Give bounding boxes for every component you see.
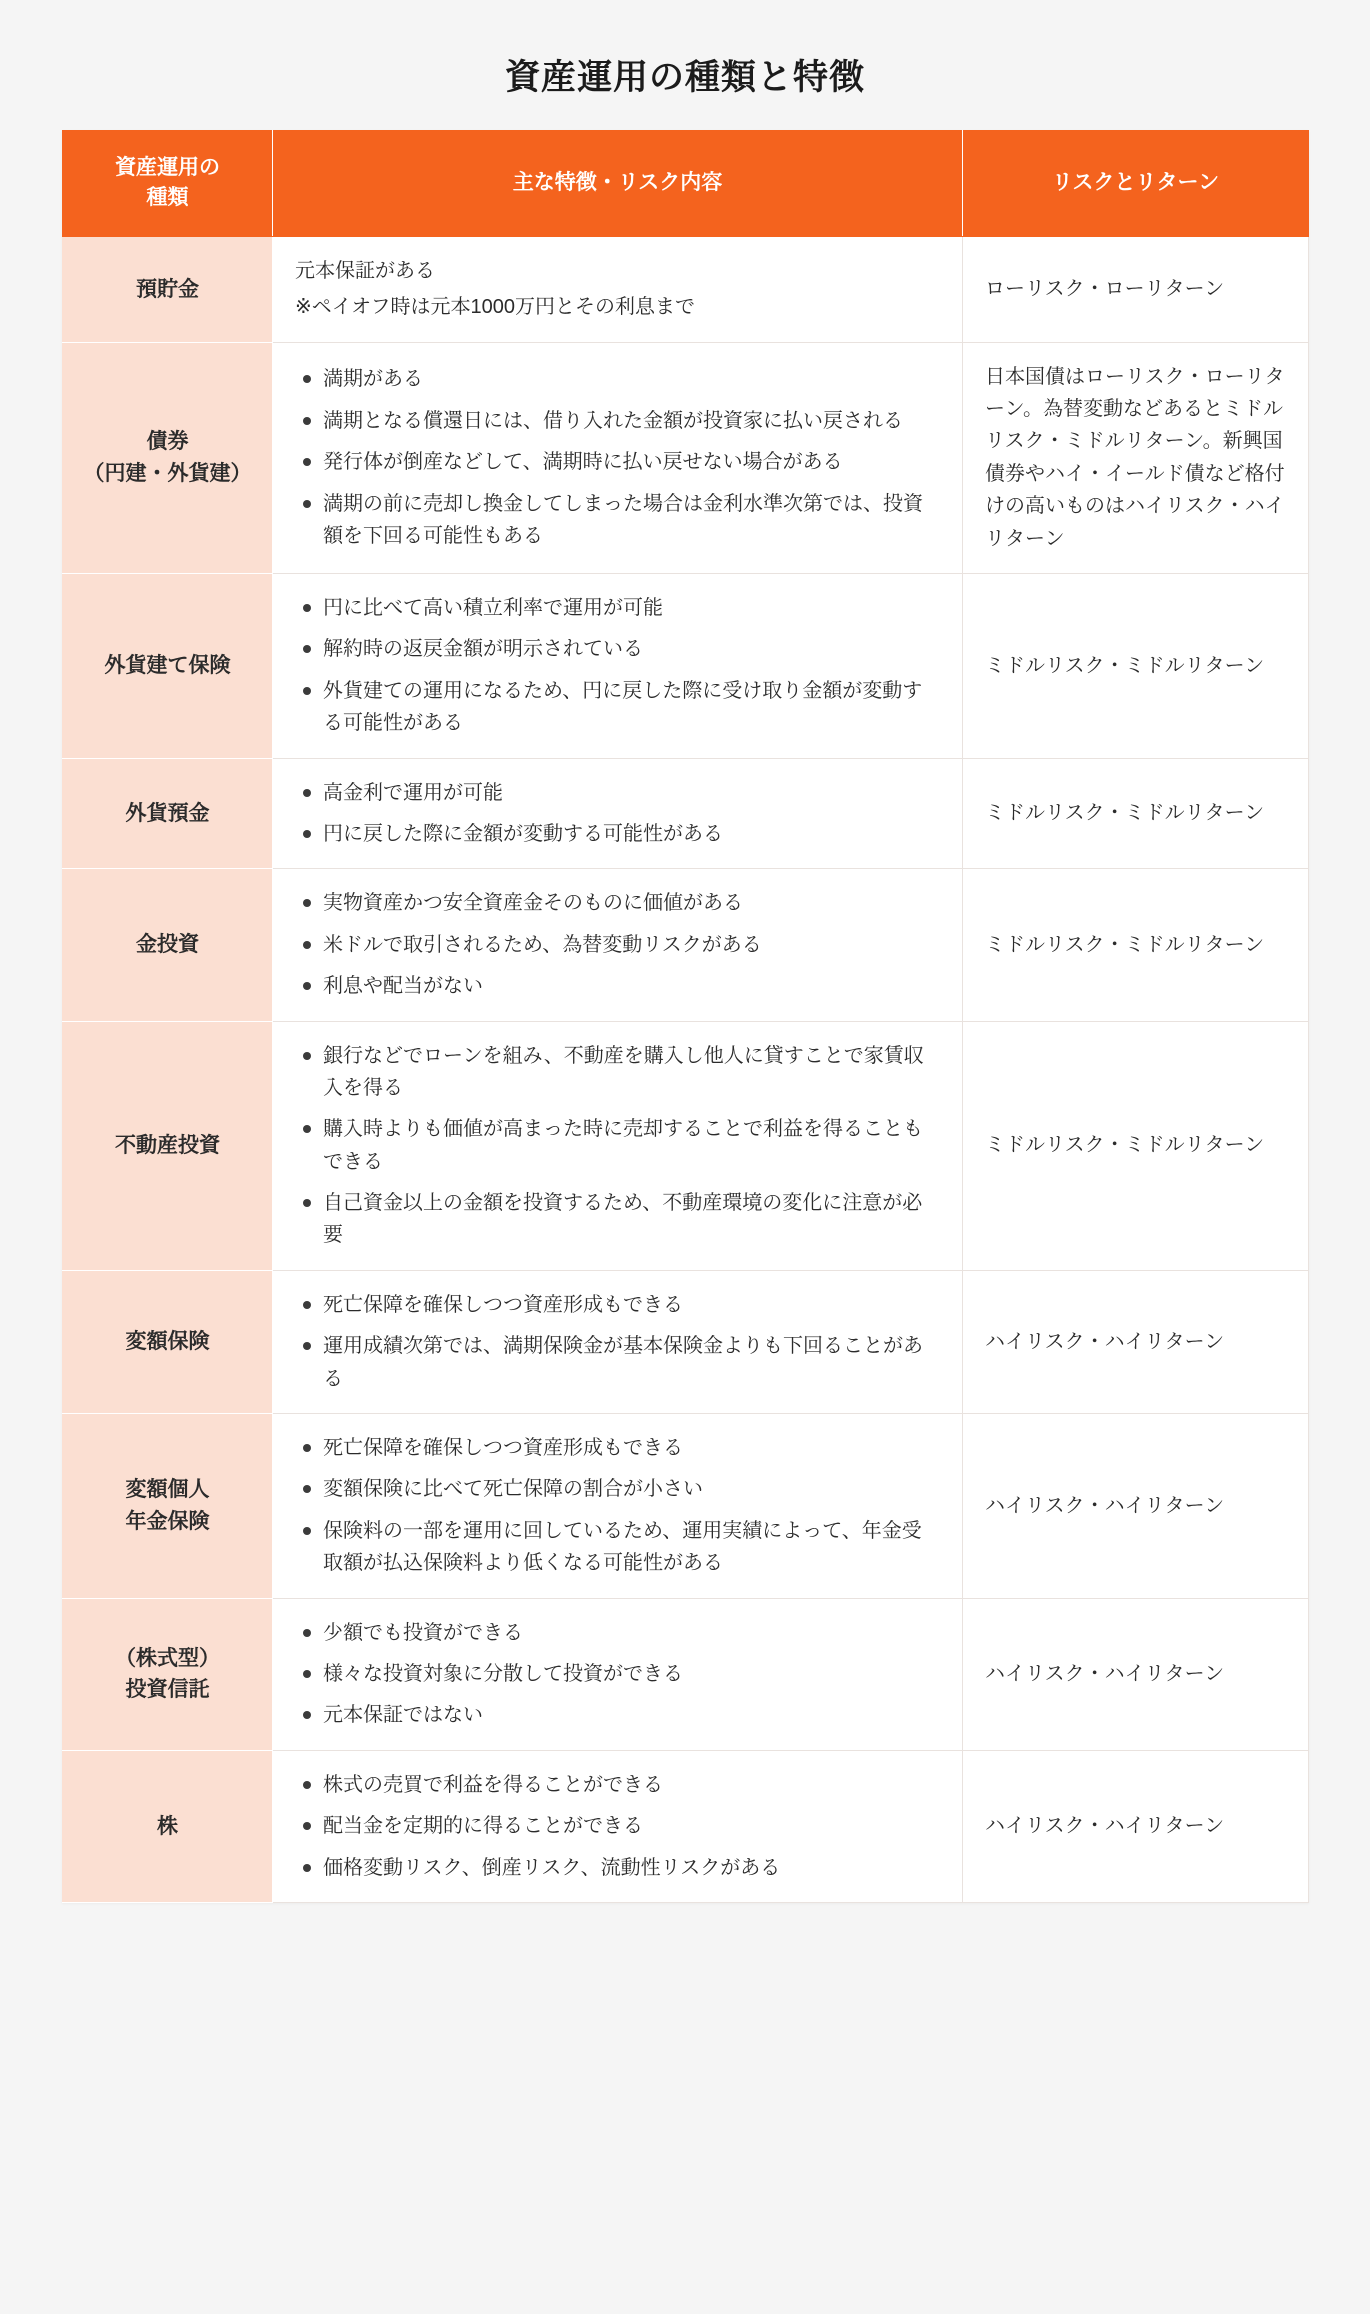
column-header-feature: 主な特徴・リスク内容	[273, 131, 963, 237]
feature-bullet-list	[295, 777, 940, 851]
row-header-asset-type	[63, 758, 273, 869]
cell-feature	[273, 758, 963, 869]
cell-feature	[273, 1414, 963, 1599]
feature-bullet-item: 株式の売買で利益を得ることができる	[321, 1769, 940, 1801]
row-header-asset-type	[63, 342, 273, 573]
row-header-asset-type	[63, 1021, 273, 1270]
feature-bullet-item: 保険料の一部を運用に回しているため、運用実績によって、年金受取額が払込保険料より低くなる可能性がある	[321, 1515, 940, 1580]
row-header-asset-type	[63, 1414, 273, 1599]
feature-bullet-item: 運用成績次第では、満期保険金が基本保険金よりも下回ることがある	[321, 1330, 940, 1395]
feature-bullet-list	[295, 592, 940, 740]
cell-feature	[273, 1021, 963, 1270]
feature-bullet-item: 円に比べて高い積立利率で運用が可能	[321, 592, 940, 624]
feature-bullet-item: 利息や配当がない	[321, 970, 940, 1002]
cell-risk-return: ミドルリスク・ミドルリターン	[963, 1021, 1309, 1270]
cell-risk-return: ミドルリスク・ミドルリターン	[963, 574, 1309, 759]
feature-bullet-list	[295, 1289, 940, 1395]
table-row	[63, 1021, 1309, 1270]
row-header-asset-type	[63, 1270, 273, 1413]
feature-bullet-item: 様々な投資対象に分散して投資ができる	[321, 1658, 940, 1690]
table-row	[63, 758, 1309, 869]
table-row	[63, 342, 1309, 573]
feature-text-line: ※ペイオフ時は元本1000万円とその利息まで	[295, 296, 696, 319]
table-body	[63, 236, 1309, 1902]
column-header-type-line1: 資産運用の	[115, 156, 220, 179]
table-header	[63, 131, 1309, 237]
table-row	[63, 1414, 1309, 1599]
cell-feature	[273, 1598, 963, 1750]
row-header-asset-type	[63, 1750, 273, 1902]
cell-risk-return: 日本国債はローリスク・ローリターン。為替変動などあるとミドルリスク・ミドルリターン。新興国債券やハイ・イールド債など格付けの高いものはハイリスク・ハイリターン	[963, 342, 1309, 573]
row-header-asset-type	[63, 1598, 273, 1750]
table-row	[63, 1750, 1309, 1902]
feature-bullet-item: 少額でも投資ができる	[321, 1617, 940, 1649]
cell-risk-return: ハイリスク・ハイリターン	[963, 1414, 1309, 1599]
cell-risk-return: ローリスク・ローリターン	[963, 236, 1309, 342]
row-header-asset-type	[63, 869, 273, 1021]
cell-risk-return: ハイリスク・ハイリターン	[963, 1750, 1309, 1902]
row-header-line: （株式型）	[115, 1646, 220, 1670]
feature-bullet-item: 価格変動リスク、倒産リスク、流動性リスクがある	[321, 1852, 940, 1884]
row-header-line: 年金保険	[125, 1509, 210, 1533]
asset-management-table	[62, 130, 1309, 1903]
row-header-asset-type	[63, 236, 273, 342]
row-header-line: 金投資	[136, 933, 199, 957]
row-header-line: 債券	[146, 430, 189, 454]
row-header-line: 投資信託	[125, 1678, 210, 1702]
feature-bullet-item: 外貨建ての運用になるため、円に戻した際に受け取り金額が変動する可能性がある	[321, 675, 940, 740]
feature-bullet-item: 配当金を定期的に得ることができる	[321, 1810, 940, 1842]
column-header-risk: リスクとリターン	[963, 131, 1309, 237]
row-header-line: 株	[157, 1814, 178, 1838]
feature-bullet-item: 変額保険に比べて死亡保障の割合が小さい	[321, 1473, 940, 1505]
cell-feature	[273, 1750, 963, 1902]
row-header-line: 外貨預金	[125, 801, 210, 825]
cell-risk-return: ハイリスク・ハイリターン	[963, 1270, 1309, 1413]
cell-feature	[273, 574, 963, 759]
feature-bullet-item: 満期の前に売却し換金してしまった場合は金利水準次第では、投資額を下回る可能性もある	[321, 488, 940, 553]
row-header-line: （円建・外貨建）	[83, 461, 252, 485]
row-header-line: 外貨建て保険	[104, 654, 231, 678]
feature-bullet-list	[295, 363, 940, 552]
feature-bullet-item: 円に戻した際に金額が変動する可能性がある	[321, 818, 940, 850]
table-row	[63, 574, 1309, 759]
feature-bullet-item: 米ドルで取引されるため、為替変動リスクがある	[321, 929, 940, 961]
cell-feature	[273, 869, 963, 1021]
row-header-asset-type	[63, 574, 273, 759]
table-row	[63, 869, 1309, 1021]
table-row	[63, 236, 1309, 342]
cell-feature	[273, 1270, 963, 1413]
feature-bullet-item: 元本保証ではない	[321, 1699, 940, 1731]
feature-bullet-item: 解約時の返戻金額が明示されている	[321, 633, 940, 665]
feature-bullet-item: 購入時よりも価値が高まった時に売却することで利益を得ることもできる	[321, 1113, 940, 1178]
row-header-line: 変額個人	[125, 1478, 210, 1502]
feature-bullet-item: 銀行などでローンを組み、不動産を購入し他人に貸すことで家賃収入を得る	[321, 1040, 940, 1105]
row-header-line: 不動産投資	[115, 1133, 220, 1157]
table-header-row	[63, 131, 1309, 237]
cell-risk-return: ミドルリスク・ミドルリターン	[963, 869, 1309, 1021]
feature-bullet-item: 満期となる償還日には、借り入れた金額が投資家に払い戻される	[321, 405, 940, 437]
row-header-line: 預貯金	[136, 277, 199, 301]
feature-bullet-item: 実物資産かつ安全資産金そのものに価値がある	[321, 887, 940, 919]
feature-bullet-item: 高金利で運用が可能	[321, 777, 940, 809]
table-row	[63, 1598, 1309, 1750]
cell-feature	[273, 236, 963, 342]
cell-feature	[273, 342, 963, 573]
table-row	[63, 1270, 1309, 1413]
feature-bullet-list	[295, 887, 940, 1002]
column-header-type	[63, 131, 273, 237]
cell-risk-return: ミドルリスク・ミドルリターン	[963, 758, 1309, 869]
feature-bullet-list	[295, 1432, 940, 1580]
feature-bullet-item: 満期がある	[321, 363, 940, 395]
feature-bullet-list	[295, 1769, 940, 1884]
feature-bullet-item: 死亡保障を確保しつつ資産形成もできる	[321, 1432, 940, 1464]
feature-bullet-item: 発行体が倒産などして、満期時に払い戻せない場合がある	[321, 446, 940, 478]
feature-bullet-item: 自己資金以上の金額を投資するため、不動産環境の変化に注意が必要	[321, 1187, 940, 1252]
feature-text-line: 元本保証がある	[295, 259, 435, 282]
page-title: 資産運用の種類と特徴	[504, 58, 865, 97]
column-header-type-line2: 種類	[146, 186, 189, 210]
row-header-line: 変額保険	[125, 1330, 210, 1354]
feature-bullet-list	[295, 1617, 940, 1732]
feature-bullet-list	[295, 1040, 940, 1252]
cell-risk-return: ハイリスク・ハイリターン	[963, 1598, 1309, 1750]
feature-bullet-item: 死亡保障を確保しつつ資産形成もできる	[321, 1289, 940, 1321]
